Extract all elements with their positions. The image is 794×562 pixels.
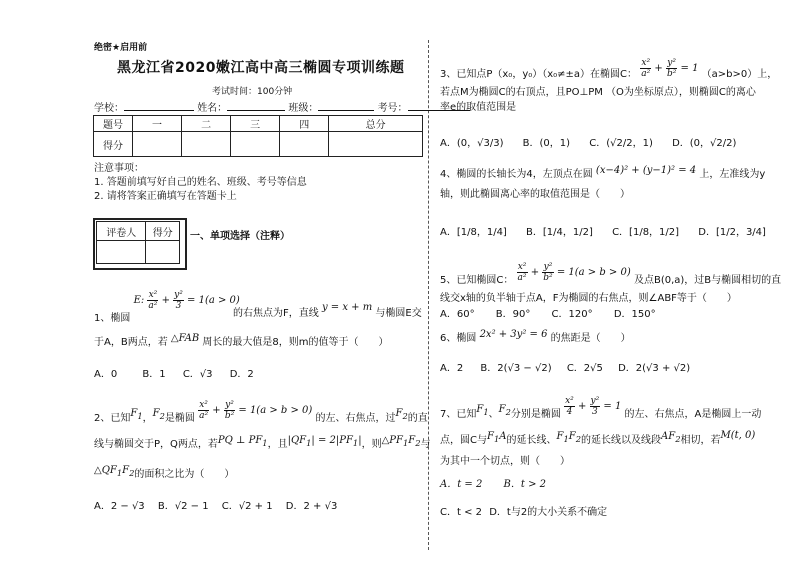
- q4-option-d[interactable]: D．[1/2，3/4]: [698, 227, 766, 238]
- q2-option-a[interactable]: A．2 − √3: [94, 501, 145, 512]
- q7-text: 7、已知: [440, 409, 477, 420]
- q7-option-d[interactable]: D．t与2的大小关系不确定: [489, 507, 608, 518]
- class-label: 班级：: [288, 103, 319, 114]
- q4-text: 上，左准线为y: [699, 169, 766, 180]
- score-cell[interactable]: [133, 132, 182, 157]
- q1-triangle: △FAB: [170, 333, 200, 344]
- q6-option-a[interactable]: A．2: [440, 363, 464, 374]
- grader-reviewer-label: 评卷人: [97, 222, 146, 241]
- q2-option-b[interactable]: B．√2 − 1: [157, 501, 209, 512]
- q2-option-d[interactable]: D．2 + √3: [285, 501, 338, 512]
- q7-text: 、: [488, 409, 499, 420]
- q2-ellipse-eq: $\frac{\text{x²}}{\text{a²}}$ + $\frac{\text{y²}}{\text{b²}}$ = 1(a > b > 0): [199, 400, 313, 421]
- q4-option-b[interactable]: B．[1/4，1/2]: [526, 227, 593, 238]
- grader-table: [96, 221, 180, 264]
- score-row: [94, 132, 423, 157]
- q7-text: 的延长线以及线段: [581, 435, 662, 446]
- q3-option-c[interactable]: C．(√2/2，1): [589, 138, 653, 149]
- q7-option-a[interactable]: A．t = 2: [440, 479, 483, 490]
- q5-option-b[interactable]: B．90°: [495, 309, 531, 320]
- question-1: [94, 290, 240, 324]
- q6-option-d[interactable]: D．2(√3 + √2): [618, 363, 691, 374]
- score-cell[interactable]: [280, 132, 329, 157]
- q4-line2: 轴，则此椭圆离心率的取值范围是（ ）: [440, 189, 630, 200]
- q5-text: 5、已知椭圆C：: [440, 275, 514, 286]
- q2-options: [94, 500, 337, 513]
- q2-text: 是椭圆: [164, 413, 195, 424]
- score-header-cell: 一: [133, 116, 182, 132]
- q7-point-m: M(t, 0): [720, 430, 756, 441]
- section-heading: 一、单项选择（注释）: [190, 231, 290, 242]
- column-divider: [428, 40, 429, 550]
- q3-text: （a>b>0）上，: [701, 69, 778, 80]
- q4-options: [440, 226, 766, 239]
- q5-line2: 线交x轴的负半轴于点A，F为椭圆的右焦点，则∠ABF等于（ ）: [440, 293, 737, 304]
- q2-text: 线与椭圆交于P，Q两点，若: [94, 439, 218, 450]
- q5-option-d[interactable]: D．150°: [613, 309, 656, 320]
- q3-ellipse-eq: $\frac{\text{x²}}{\text{a²}}$ + $\frac{\text{y²}}{\text{b²}}$ = 1: [641, 58, 699, 79]
- q1-text: 周长的最大值是8，则m的值等于（ ）: [202, 337, 389, 348]
- grader-reviewer-cell[interactable]: [97, 241, 146, 264]
- q5-option-c[interactable]: C．120°: [551, 309, 593, 320]
- q5-option-a[interactable]: A．60°: [440, 309, 475, 320]
- q5-text: 及点B(0,a)，过B与椭圆相切的直: [633, 275, 782, 286]
- score-header-cell: 二: [182, 116, 231, 132]
- q1-option-c[interactable]: C．√3: [182, 369, 213, 380]
- score-cell[interactable]: [182, 132, 231, 157]
- notes-heading: 注意事项：: [94, 163, 144, 174]
- q4-option-c[interactable]: C．[1/8，1/2]: [612, 227, 680, 238]
- score-header-cell: 题号: [94, 116, 133, 132]
- grader-score-cell[interactable]: [146, 241, 180, 264]
- q2-option-c[interactable]: C．√2 + 1: [221, 501, 273, 512]
- page-title: 黑龙江省2020嫩江高中高三椭圆专项训练题: [117, 60, 405, 76]
- q7-line3: 为其中一个切点，则（ ）: [440, 456, 570, 467]
- question-7: 7、已知$F_1$、$F_2$分别是椭圆 $\frac{\text{x²}}{4}$ + $\frac{\text{y²}}{3}$ = 1 的左、右焦点，A是椭圆上一动: [440, 396, 762, 420]
- question-4: [440, 165, 766, 181]
- q6-ellipse-eq: 2x² + 3y² = 6: [479, 329, 548, 340]
- note-item: 1. 答题前填写好自己的姓名、班级、考号等信息: [94, 177, 307, 188]
- q7-line2: 点，圆C与$F_1A$的延长线、$F_1F_2$的延长线以及线段$AF_2$相切，若M(t, 0): [440, 430, 756, 446]
- q5-options: [440, 308, 656, 321]
- name-blank[interactable]: [227, 100, 285, 111]
- q3-option-b[interactable]: B．(0，1): [522, 138, 571, 149]
- q1-text: 的右焦点为F，直线: [233, 308, 319, 319]
- q3-options: [440, 137, 736, 150]
- exam-time: 考试时间：100分钟: [212, 87, 293, 97]
- q2-text: 的面积之比为（ ）: [134, 469, 235, 480]
- q2-text: 的直: [407, 413, 428, 424]
- q6-option-b[interactable]: B．2(√3 − √2): [480, 363, 552, 374]
- q2-line3: $\triangle QF_1F_2$的面积之比为（ ）: [94, 465, 235, 480]
- q4-option-a[interactable]: A．[1/8，1/4]: [440, 227, 507, 238]
- info-line: [94, 100, 470, 115]
- q5-ellipse-eq: $\frac{\text{x²}}{\text{a²}}$ + $\frac{\text{y²}}{\text{b²}}$ = 1(a > b > 0): [517, 262, 631, 283]
- class-blank[interactable]: [318, 100, 374, 111]
- q1-option-b[interactable]: B．1: [142, 369, 166, 380]
- q6-text: 的焦距是（ ）: [550, 333, 631, 344]
- score-row-label: 得分: [94, 132, 133, 157]
- q7-options-ab: [440, 478, 546, 491]
- score-header-cell: 三: [231, 116, 280, 132]
- grader-score-label: 得分: [146, 222, 180, 241]
- q7-ellipse-eq: $\frac{\text{x²}}{4}$ + $\frac{\text{y²}}{3}$ = 1: [565, 396, 622, 417]
- q6-option-c[interactable]: C．2√5: [566, 363, 603, 374]
- q2-text: 2、已知: [94, 413, 131, 424]
- question-3: [440, 58, 778, 85]
- q1-option-a[interactable]: A．0: [94, 369, 118, 380]
- q3-option-a[interactable]: A．(0，√3/3): [440, 138, 504, 149]
- score-header-row: [94, 116, 423, 132]
- q7-text: 的延长线、: [506, 435, 557, 446]
- score-header-cell: 总分: [329, 116, 423, 132]
- question-5: [440, 262, 782, 291]
- q7-text: 的左、右焦点，A是椭圆上一动: [624, 409, 762, 420]
- q2-text: ，: [142, 413, 153, 424]
- q1-text: 与椭圆E交: [375, 308, 422, 319]
- question-6: [440, 329, 631, 345]
- q1-text: 1、椭圆: [94, 313, 131, 324]
- q2-line2: 线与椭圆交于P，Q两点，若PQ ⊥ $PF_1$，且$|QF_1| = 2|PF_1|$，则$\triangle PF_1F_2$与: [94, 435, 431, 450]
- q6-options: [440, 362, 690, 375]
- school-label: 学校：: [94, 103, 124, 114]
- q6-text: 6、椭圆: [440, 333, 477, 344]
- score-table: [93, 115, 423, 157]
- q7-text: 相切，若: [680, 435, 721, 446]
- q4-circle-eq: (x−4)² + (y−1)² = 4: [595, 165, 697, 176]
- school-blank[interactable]: [124, 100, 194, 111]
- name-label: 姓名：: [197, 103, 228, 114]
- score-header-cell: 四: [280, 116, 329, 132]
- score-cell[interactable]: [329, 132, 423, 157]
- q2-text: 的左、右焦点，过: [315, 413, 396, 424]
- q1-text: 于A，B两点，若: [94, 337, 168, 348]
- q7-options-cd: [440, 506, 607, 519]
- q3-line2: 若点M为椭圆C的右顶点，且PO⊥PM （O为坐标原点），则椭圆C的离心: [440, 87, 756, 98]
- q7-option-b[interactable]: B．t > 2: [503, 479, 546, 490]
- q7-option-c[interactable]: C．t < 2: [440, 507, 483, 518]
- secret-label: 绝密★启用前: [94, 43, 148, 53]
- q3-text: 3、已知点P（x₀，y₀）（x₀≠±a）在椭圆C：: [440, 69, 638, 80]
- q7-text: 分别是椭圆: [510, 409, 561, 420]
- q1-line2: [94, 333, 389, 349]
- number-label: 考号：: [377, 103, 408, 114]
- q1-option-d[interactable]: D．2: [229, 369, 254, 380]
- note-item: 2. 请将答案正确填写在答题卡上: [94, 191, 237, 202]
- q3-line3: 率e的取值范围是: [440, 102, 517, 113]
- q2-text: ，且: [267, 439, 288, 450]
- q1-line1: [233, 302, 422, 320]
- q4-text: 4、椭圆的长轴长为4，左顶点在圆: [440, 169, 593, 180]
- q1-options: [94, 368, 254, 381]
- q3-option-d[interactable]: D．(0，√2/2): [672, 138, 737, 149]
- score-cell[interactable]: [231, 132, 280, 157]
- q2-text: 与: [420, 439, 431, 450]
- q2-text: ，则: [361, 439, 382, 450]
- q1-ellipse-eq: E: $\frac{\text{x²}}{\text{a²}}$ + $\frac{\text{y²}}{3}$ = 1(a > 0): [133, 290, 240, 311]
- q1-line-eq: y = x + m: [321, 302, 373, 313]
- question-2: 2、已知$F_1$，$F_2$是椭圆 $\frac{\text{x²}}{\text{a²}}$ + $\frac{\text{y²}}{\text{b²}}$ = 1(a > b > 0) 的左、右焦点，过$F_2$的直: [94, 400, 428, 424]
- q7-text: 点，圆C与: [440, 435, 487, 446]
